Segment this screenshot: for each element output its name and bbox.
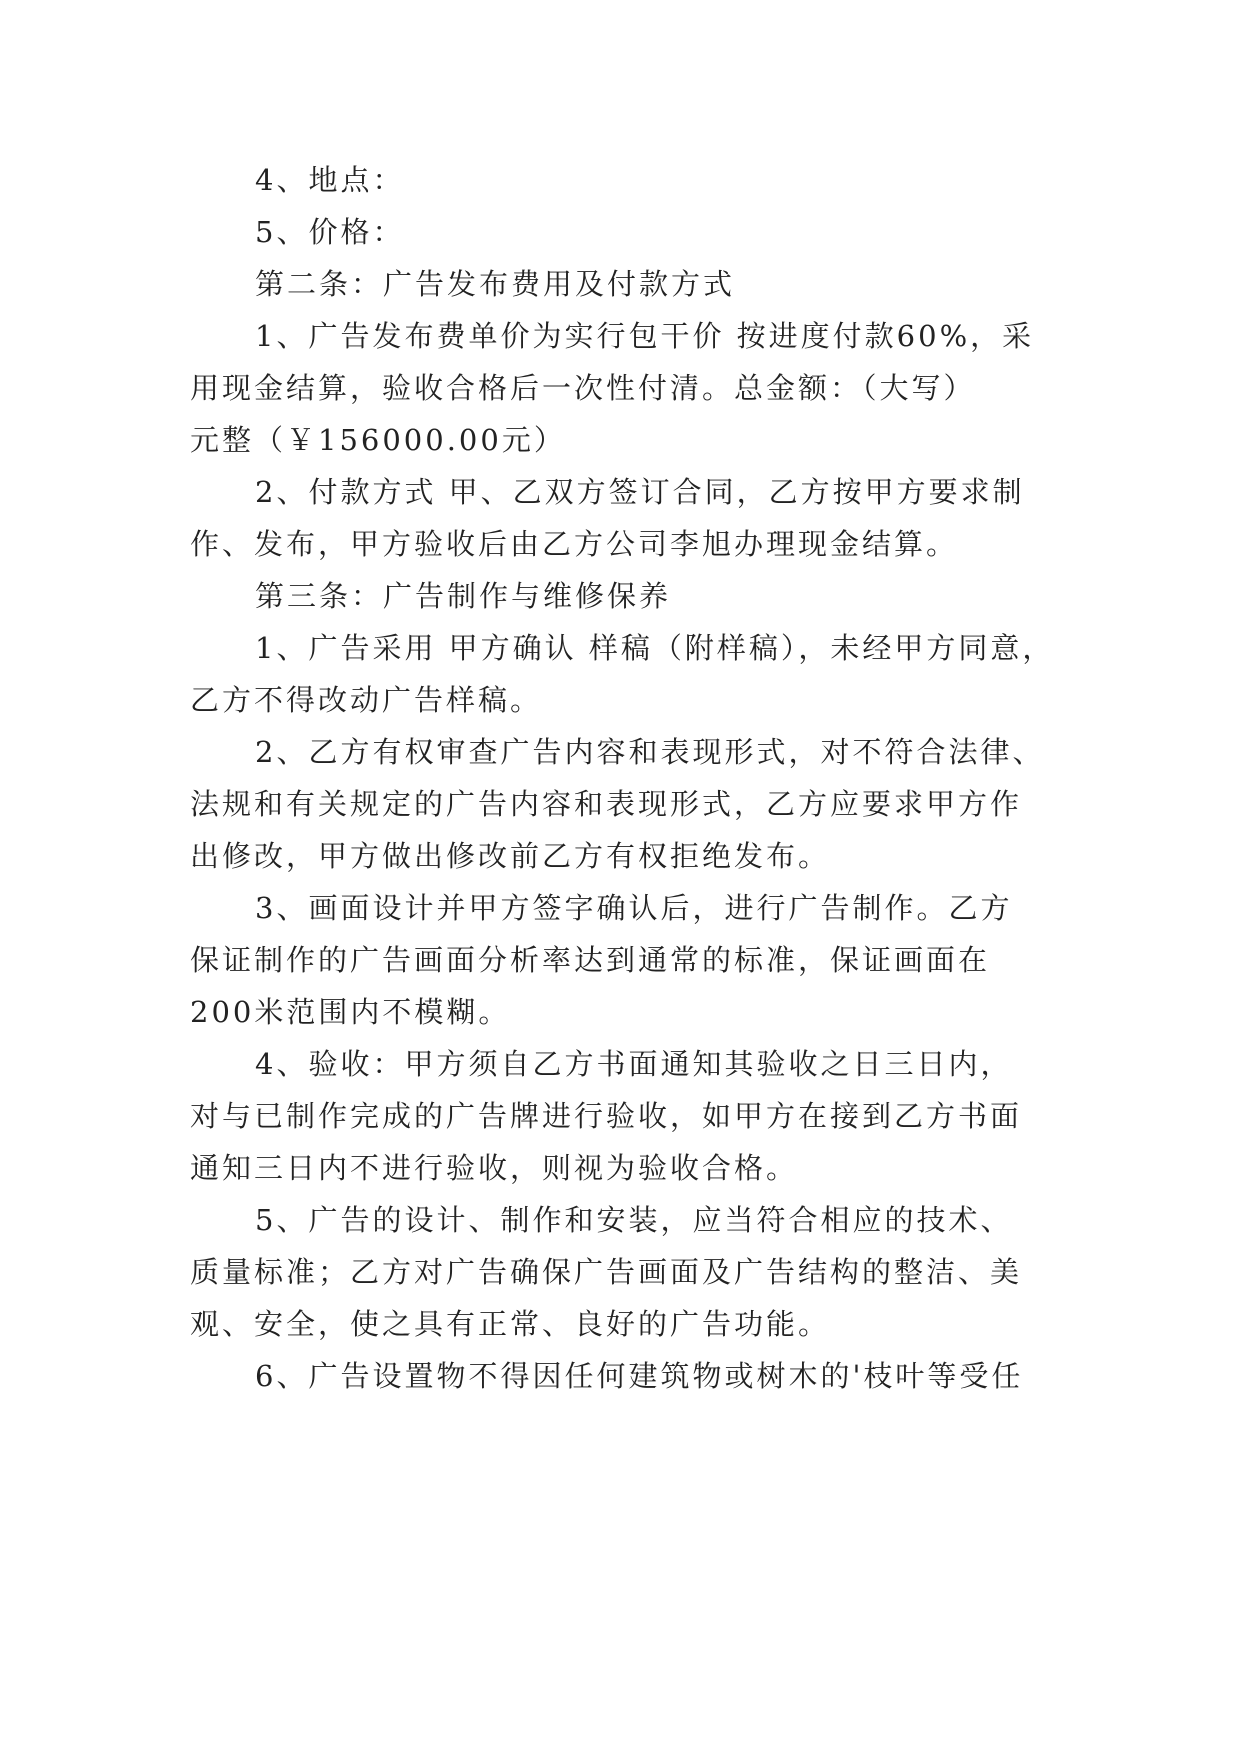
text-line: 1、广告采用 甲方确认 样稿（附样稿），未经甲方同意， xyxy=(255,631,1055,665)
text-line: 2、乙方有权审查广告内容和表现形式，对不符合法律、 xyxy=(255,735,1045,769)
text-line: 乙方不得改动广告样稿。 xyxy=(190,683,543,717)
text-line: 6、广告设置物不得因任何建筑物或树木的'枝叶等受任 xyxy=(255,1359,1024,1393)
text-line: 保证制作的广告画面分析率达到通常的标准，保证画面在 xyxy=(190,943,991,977)
text-line: 用现金结算，验收合格后一次性付清。总金额：（大写） xyxy=(190,371,976,405)
text-line: 1、广告发布费单价为实行包干价 按进度付款60%，采 xyxy=(255,319,1035,353)
text-line: 质量标准；乙方对广告确保广告画面及广告结构的整洁、美 xyxy=(190,1255,1023,1289)
text-line: 对与已制作完成的广告牌进行验收，如甲方在接到乙方书面 xyxy=(190,1099,1023,1133)
text-line: 2、付款方式 甲、乙双方签订合同，乙方按甲方要求制 xyxy=(255,475,1025,509)
section-heading: 第三条：广告制作与维修保养 xyxy=(255,579,672,613)
text-line: 3、画面设计并甲方签字确认后，进行广告制作。乙方 xyxy=(255,891,1013,925)
text-line: 观、安全，使之具有正常、良好的广告功能。 xyxy=(190,1307,831,1341)
text-line: 法规和有关规定的广告内容和表现形式，乙方应要求甲方作 xyxy=(190,787,1023,821)
text-line: 200米范围内不模糊。 xyxy=(190,995,511,1029)
text-line: 元整（￥156000.00元） xyxy=(190,423,566,457)
text-line: 通知三日内不进行验收，则视为验收合格。 xyxy=(190,1151,799,1185)
text-line: 出修改，甲方做出修改前乙方有权拒绝发布。 xyxy=(190,839,831,873)
text-line: 4、验收：甲方须自乙方书面通知其验收之日三日内， xyxy=(255,1047,1013,1081)
text-line: 作、发布，甲方验收后由乙方公司李旭办理现金结算。 xyxy=(190,527,959,561)
text-line: 4、地点： xyxy=(255,163,405,197)
section-heading: 第二条：广告发布费用及付款方式 xyxy=(255,267,736,301)
text-line: 5、价格： xyxy=(255,215,405,249)
text-line: 5、广告的设计、制作和安装，应当符合相应的技术、 xyxy=(255,1203,1013,1237)
